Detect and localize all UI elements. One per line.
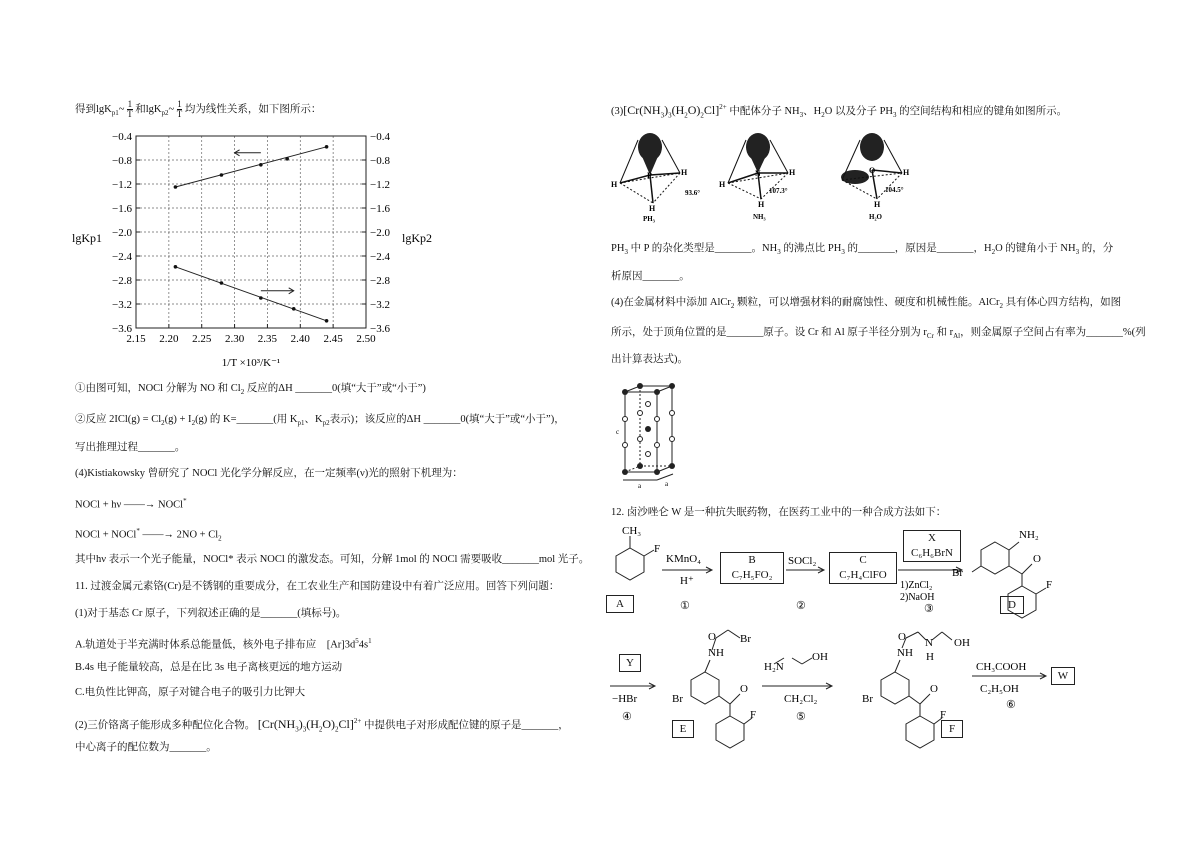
q2-line: ②反应 $2ICl(g) = Cl_2(g) + I_2(g)$ 的 K=_______(用 $K_{p1}$、$K_{p2}$表示)；该反应的ΔH _______0(填“大于”或“小于”)，: [75, 414, 565, 428]
reagent-minus-hbr: −HBr: [612, 693, 638, 705]
reagent-h2n: H₂N: [764, 661, 784, 673]
x-tick-label: 2.45: [323, 333, 343, 345]
y-tick-label-left: −2.4: [112, 251, 132, 263]
compound-d-label: D: [1000, 596, 1024, 614]
h2o-label: H₂O: [869, 213, 882, 221]
f-h-atom: H: [926, 651, 934, 663]
d-nh2-group: NH₂: [1019, 529, 1039, 541]
d-br-atom: Br: [952, 567, 963, 579]
h2o-atom-o: O: [869, 166, 876, 175]
cell-edge-a2: a: [665, 480, 669, 488]
h2o-atom-h1: H: [903, 168, 910, 177]
y-axis-label-right: lgKp2: [402, 231, 432, 245]
e-br-atom: Br: [672, 693, 683, 705]
y-axis-label-left: lgKp1: [72, 231, 102, 245]
data-point-lgKp2: [259, 163, 263, 167]
ring-f-bottom: [906, 716, 934, 748]
y-tick-label-right: −0.4: [370, 131, 390, 143]
data-point-lgKp1: [174, 265, 178, 269]
reagent-kmno4: KMnO₄: [666, 553, 702, 565]
step-4-label: ④: [622, 711, 632, 723]
ph3-atom-h3: H: [649, 204, 656, 213]
q11-part2-line2: 中心离子的配位数为_______。: [75, 742, 217, 753]
compound-e-label: E: [672, 720, 694, 738]
x-tick-label: 2.20: [159, 333, 179, 345]
mechanism-1: NOCl + hν ——→ NOCl*: [75, 497, 187, 511]
ring-f-top: [881, 672, 909, 704]
unit-cell-diagram: [615, 382, 685, 497]
f-o-atom: O: [898, 631, 906, 643]
reagent-h-plus: H⁺: [680, 575, 694, 587]
question-11: 11. 过渡金属元素铬(Cr)是不锈钢的重要成分，在工农业生产和国防建设中有着广泛应用。回答下列问题：: [75, 581, 560, 592]
x-tick-label: 2.35: [257, 333, 278, 345]
y-tick-label-left: −0.8: [112, 155, 132, 167]
compound-b-box: B C₇H₅FO₂: [720, 552, 784, 584]
option-a: A.轨道处于半充满时体系总能量低，核外电子排布应 $[Ar]3d^54s^1$: [75, 637, 372, 651]
e-o2-atom: O: [740, 683, 748, 695]
reagent-socl2: SOCl₂: [788, 555, 817, 567]
f-o2-atom: O: [930, 683, 938, 695]
h2o-angle: 104.5°: [885, 186, 904, 194]
data-point-lgKp2: [325, 145, 329, 149]
reagent-acetic-acid: CH₃COOH: [976, 661, 1027, 673]
f-nh-group: NH: [897, 647, 913, 659]
y-tick-label-right: −3.2: [370, 299, 390, 311]
y-tick-label-left: −1.6: [112, 203, 132, 215]
e-nh-group: NH: [708, 647, 724, 659]
ring-e-top: [691, 672, 719, 704]
x-tick-label: 2.40: [290, 333, 310, 345]
x-tick-label: 2.30: [224, 333, 245, 345]
d-o-atom: O: [1033, 553, 1041, 565]
x-tick-label: 2.25: [192, 333, 212, 345]
ph3-atom-p: P: [647, 171, 652, 180]
q4-intro: (4)Kistiakowsky 曾研究了 NOCl 光化学分解反应，在一定频率(ν)光的照射下机理为：: [75, 468, 463, 479]
nh3-atom-h2: H: [789, 168, 796, 177]
x-tick-label: 2.15: [126, 333, 146, 345]
complex-formula: $[Cr(NH_3)_3(H_2O)_2Cl]^{2+}$: [257, 717, 362, 734]
y-tick-label-left: −0.4: [112, 131, 132, 143]
reagent-ch2cl2: CH₂Cl₂: [784, 693, 818, 705]
y-tick-label-left: −3.2: [112, 299, 132, 311]
compound-c-box: C C₇H₄ClFO: [829, 552, 897, 584]
y-tick-label-left: −2.8: [112, 275, 132, 287]
f-oh-group: OH: [954, 637, 970, 649]
cell-edge-a1: a: [638, 482, 642, 490]
step-6-label: ⑥: [1006, 699, 1016, 711]
data-point-lgKp1: [325, 319, 329, 323]
step-2-label: ②: [796, 600, 806, 612]
q1-line: ①由图可知，NOCl 分解为 NO 和 $Cl_2$ 反应的ΔH _______0(填“大于”或“小于”): [75, 383, 426, 397]
q3-question-line2: 析原因_______。: [611, 271, 690, 282]
d-f-atom: F: [1046, 579, 1053, 591]
y-tick-label-left: −2.0: [112, 227, 132, 239]
nh3-atom-h3: H: [758, 200, 765, 209]
x-tick-label: 2.50: [356, 333, 376, 345]
ring-e-bottom: [716, 716, 744, 748]
data-point-lgKp1: [220, 281, 224, 285]
e-br-top: Br: [740, 633, 751, 645]
lgk-chart: [70, 128, 432, 388]
nh3-label: NH₃: [753, 213, 766, 221]
h2o-molecule: [841, 133, 910, 221]
nh3-atom-n: N: [755, 169, 761, 178]
q2-line-2: 写出推理过程_______。: [75, 442, 186, 453]
q4-line1: (4)在金属材料中添加 AlCr$_2$ 颗粒，可以增强材料的耐腐蚀性、硬度和机械性能。AlCr$_2$ 具有体心四方结构，如图: [611, 297, 1122, 311]
e-o-atom: O: [708, 631, 716, 643]
y-tick-label-right: −1.6: [370, 203, 390, 215]
y-tick-label-right: −2.4: [370, 251, 390, 263]
step-5-label: ⑤: [796, 711, 806, 723]
reagent-x-box: X C₆H₆BrN: [903, 530, 961, 562]
reagent-oh: OH: [812, 651, 828, 663]
f-f-atom: F: [940, 709, 947, 721]
question-12: 12. 卤沙唑仑 W 是一种抗失眠药物，在医药工业中的一种合成方法如下：: [611, 507, 947, 518]
y-tick-label-right: −3.6: [370, 323, 390, 335]
nh3-atom-h1: H: [719, 180, 726, 189]
q11-part2: (2)三价铬离子能形成多种配位化合物。 $[Cr(NH_3)_3(H_2O)_2Cl]^{2+}$ 中提供电子对形成配位键的原子是_______，: [75, 717, 569, 734]
y-tick-label-right: −2.8: [370, 275, 390, 287]
plot-frame: [136, 136, 366, 328]
step-3-label: ③: [924, 603, 934, 615]
q11-part1: (1)对于基态 Cr 原子，下列叙述正确的是_______(填标号)。: [75, 608, 347, 619]
reagent-zncl2: 1)ZnCl₂: [900, 580, 933, 591]
reagent-y-box: Y: [619, 654, 641, 672]
h2o-atom-h2: H: [874, 200, 881, 209]
ph3-label: PH₃: [643, 215, 655, 223]
compound-f-label: F: [941, 720, 963, 738]
ph3-molecule: [611, 133, 700, 223]
cell-edge-c: c: [616, 428, 620, 436]
y-tick-label-right: −0.8: [370, 155, 390, 167]
a-f-atom: F: [654, 543, 661, 555]
q4-text: 其中hν 表示一个光子能量，NOCl* 表示 NOCl 的激发态。可知，分解 1mol 的 NOCl 需要吸收_______mol 光子。: [75, 554, 590, 565]
series-line-lgKp1: [175, 267, 326, 321]
data-point-lgKp2: [174, 185, 178, 189]
y-tick-label-left: −3.6: [112, 323, 132, 335]
data-point-lgKp1: [292, 307, 296, 311]
ph3-atom-h1: H: [611, 180, 618, 189]
q4-line3: 出计算表达式)。: [611, 354, 688, 365]
data-point-lgKp1: [259, 296, 263, 300]
option-c: C.电负性比钾高，原子对键合电子的吸引力比钾大: [75, 687, 306, 698]
data-point-lgKp2: [220, 173, 224, 177]
reagent-naoh: 2)NaOH: [900, 592, 935, 603]
f-br-atom: Br: [862, 693, 873, 705]
intro-line: 得到lgK$_{p1}$~ $\frac{1}{T}$ 和lgK$_{p2}$~ 1 T 均为线性关系，如下图所示：: [75, 99, 322, 119]
data-point-lgKp2: [285, 157, 289, 161]
molecule-geometries: [605, 125, 925, 225]
f-n-atom: N: [925, 637, 933, 649]
y-tick-label-left: −1.2: [112, 179, 132, 191]
mechanism-2: NOCl + NOCl* ——→ $2NO + Cl_2$: [75, 527, 222, 543]
ring-d-top: [981, 542, 1009, 574]
compound-w-label: W: [1051, 667, 1075, 685]
step-1-label: ①: [680, 600, 690, 612]
a-ch3-group: CH₃: [622, 525, 642, 537]
nh3-angle: 107.3°: [769, 187, 788, 195]
ph3-atom-h2: H: [681, 168, 688, 177]
reagent-ethanol: C₂H₅OH: [980, 683, 1019, 695]
q3-intro: $(3)[Cr(NH_3)_3(H_2O)_2Cl]^{2+}$ 中配体分子 $NH_3$、$H_2O$ 以及分子 $PH_3$ 的空间结构和相应的键角如图所示。: [611, 103, 1068, 120]
e-f-atom: F: [750, 709, 757, 721]
y-tick-label-right: −2.0: [370, 227, 390, 239]
ring-a: [616, 548, 644, 580]
q4-line2: 所示，处于顶角位置的是_______原子。设 Cr 和 Al 原子半径分别为 $r_{Cr}$ 和 $r_{Al}$，则金属原子空间占有率为_______%(列: [611, 327, 1146, 341]
q3-question: $PH_3$ 中 P 的杂化类型是_______。$NH_3$ 的沸点比 $PH_3$ 的_______，原因是_______，$H_2O$ 的键角小于 $NH_3$ 的，分: [611, 243, 1114, 257]
option-b: B.4s 电子能量较高，总是在比 3s 电子离核更远的地方运动: [75, 662, 343, 673]
compound-a-label: A: [606, 595, 634, 613]
nh3-molecule: [719, 133, 796, 221]
x-axis-label: 1/T ×10³/K⁻¹: [221, 357, 281, 369]
ph3-angle: 93.6°: [685, 189, 701, 197]
y-tick-label-right: −1.2: [370, 179, 390, 191]
